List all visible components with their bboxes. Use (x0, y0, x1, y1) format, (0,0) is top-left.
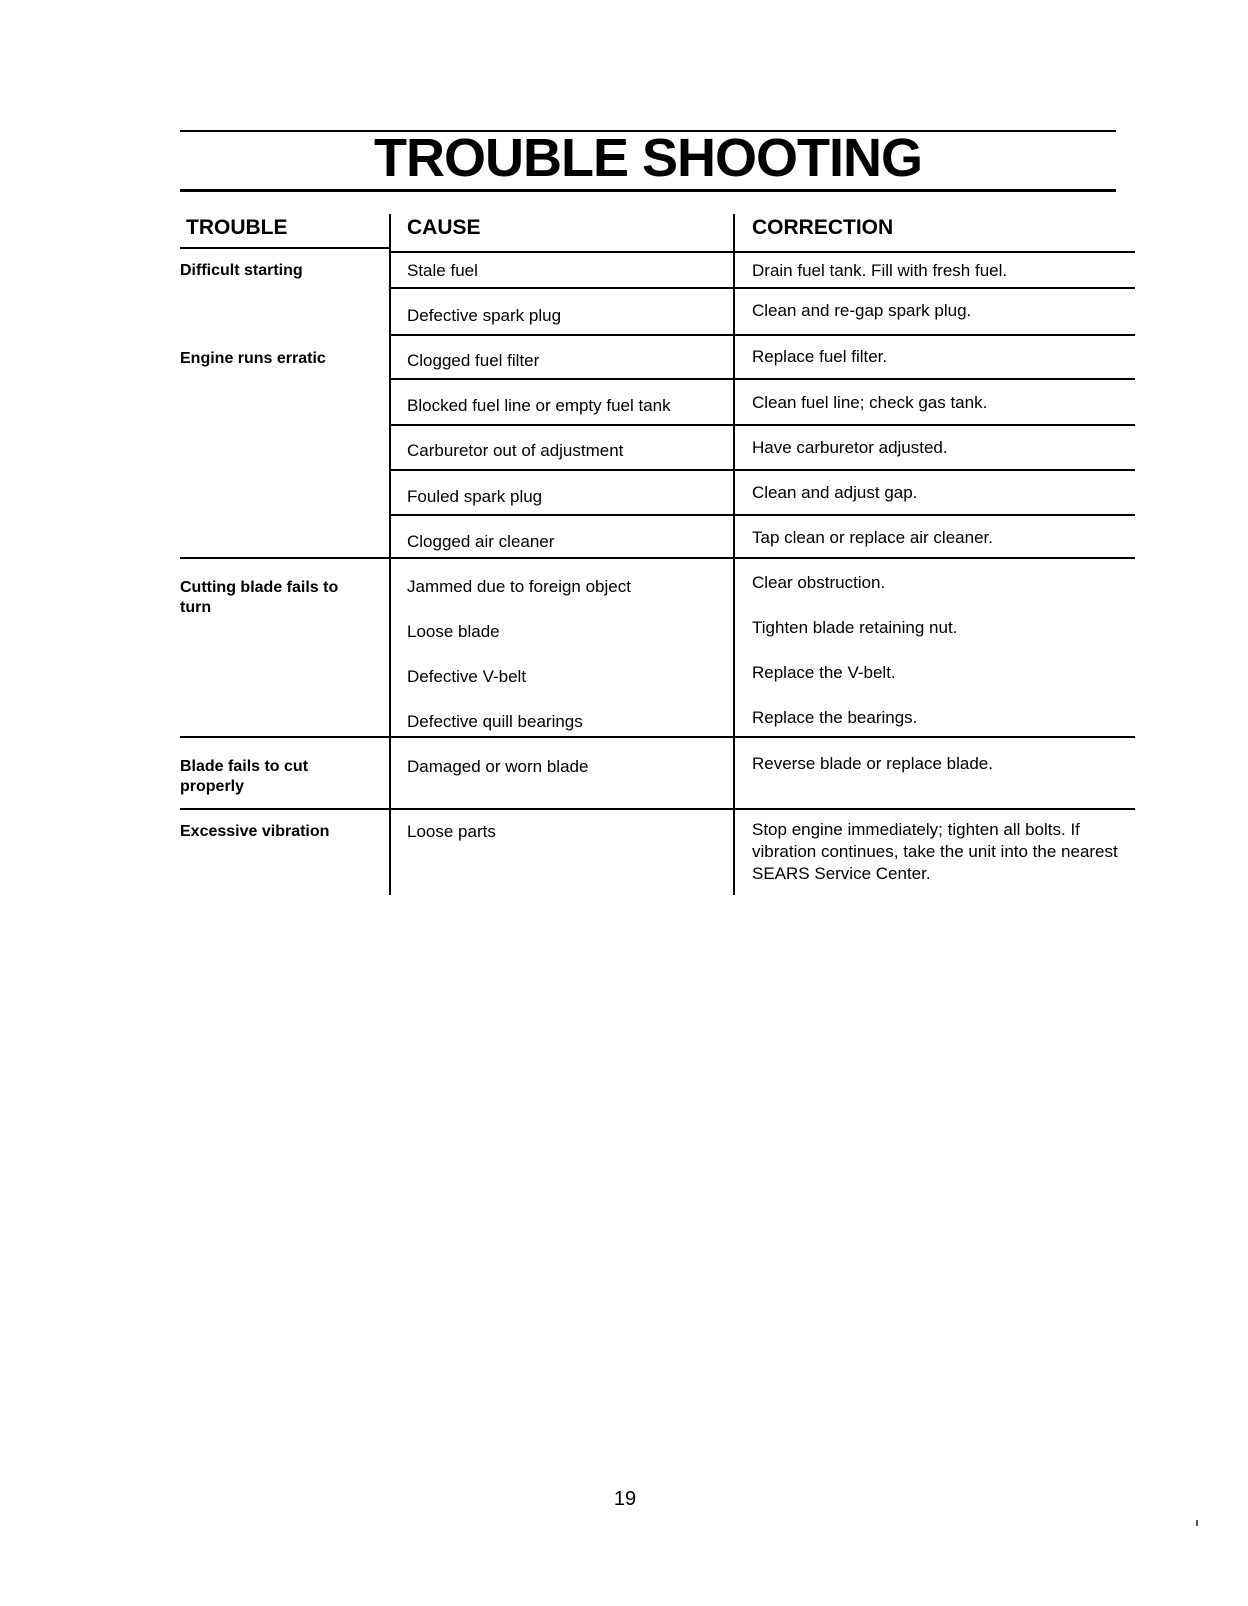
cause-text: Stale fuel (407, 261, 478, 280)
header-rule-cause (389, 251, 734, 253)
group-separator (180, 557, 1135, 559)
row-separator (389, 287, 1135, 289)
correction-text: Clean and re-gap spark plug. (752, 301, 972, 320)
correction-text: Replace fuel filter. (752, 347, 888, 366)
trouble-label: Cutting blade fails to turn (180, 579, 339, 616)
trouble-label: Difficult starting (180, 262, 303, 279)
header-correction: CORRECTION (752, 216, 894, 239)
correction-text: Drain fuel tank. Fill with fresh fuel. (752, 261, 1008, 280)
row-separator (389, 514, 1135, 516)
cause-text: Blocked fuel line or empty fuel tank (407, 396, 671, 415)
row-separator (389, 424, 1135, 426)
title-bottom-rule (180, 189, 1116, 192)
page-title: TROUBLE SHOOTING (374, 128, 922, 188)
header-rule-correction (733, 251, 1135, 253)
scan-speck (1196, 1520, 1198, 1526)
correction-text: Clear obstruction. (752, 573, 886, 592)
header-cause: CAUSE (407, 216, 481, 239)
cause-text: Loose blade (407, 622, 500, 641)
cause-text: Clogged fuel filter (407, 351, 540, 370)
cause-text: Defective quill bearings (407, 712, 583, 731)
group-separator (180, 808, 1135, 810)
cause-text: Clogged air cleaner (407, 532, 555, 551)
cause-text: Damaged or worn blade (407, 757, 589, 776)
correction-text: Replace the V-belt. (752, 663, 896, 682)
row-separator (389, 378, 1135, 380)
page-number: 19 (613, 1488, 637, 1510)
correction-text: Tighten blade retaining nut. (752, 618, 958, 637)
correction-text: Tap clean or replace air cleaner. (752, 528, 993, 547)
cause-text: Carburetor out of adjustment (407, 441, 624, 460)
group-separator (180, 736, 1135, 738)
cause-text: Defective spark plug (407, 306, 562, 325)
correction-text: Have carburetor adjusted. (752, 438, 948, 457)
correction-text: Clean and adjust gap. (752, 483, 918, 502)
cause-text: Jammed due to foreign object (407, 577, 631, 596)
trouble-label: Blade fails to cut properly (180, 758, 309, 795)
cause-column-divider (389, 214, 391, 895)
cause-text: Defective V-belt (407, 667, 527, 686)
trouble-label: Excessive vibration (180, 823, 330, 840)
row-separator (389, 469, 1135, 471)
correction-text: Reverse blade or replace blade. (752, 754, 993, 773)
cause-text: Loose parts (407, 822, 496, 841)
correction-text: Stop engine immediately; tighten all bolts. If vibration continues, take the unit into the nearest SEARS Service Center. (752, 820, 1118, 883)
row-separator (389, 334, 1135, 336)
header-rule-trouble (180, 247, 390, 249)
correction-column-divider (733, 214, 735, 895)
header-trouble: TROUBLE (186, 216, 288, 239)
trouble-label: Engine runs erratic (180, 350, 326, 367)
correction-text: Clean fuel line; check gas tank. (752, 393, 988, 412)
cause-text: Fouled spark plug (407, 487, 543, 506)
correction-text: Replace the bearings. (752, 708, 918, 727)
